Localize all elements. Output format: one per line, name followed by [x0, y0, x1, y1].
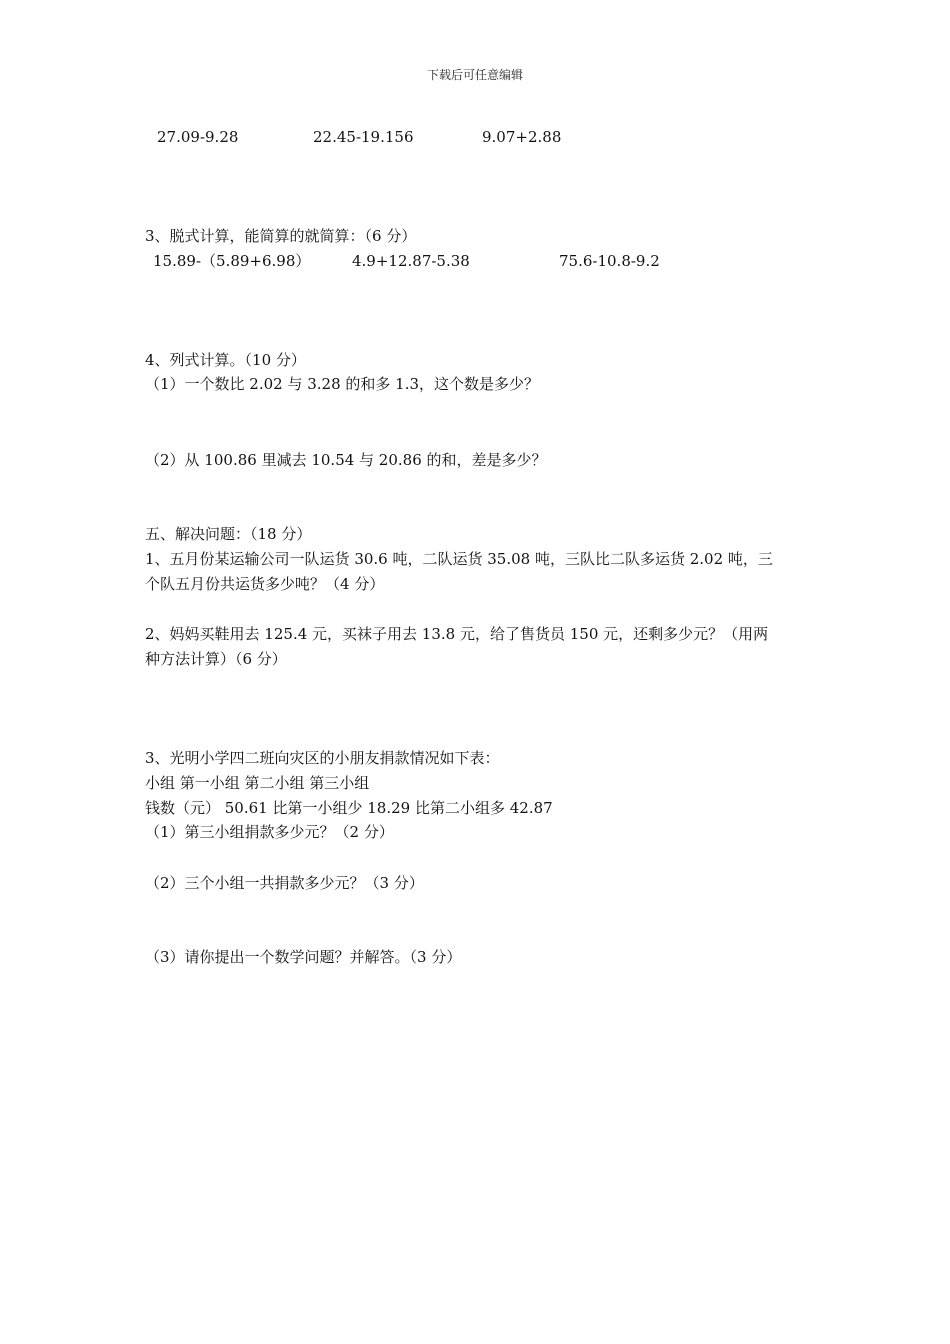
problem-3-sub-1: （1）第三小组捐款多少元？（2 分） — [145, 823, 394, 841]
page-header: 下载后可任意编辑 — [426, 68, 523, 82]
problem-3-title: 3、光明小学四二班向灾区的小朋友捐款情况如下表： — [145, 749, 500, 767]
section-5-title: 五、解决问题：（18 分） — [145, 525, 312, 543]
donation-table-header: 小组 第一小组 第二小组 第三小组 — [145, 774, 370, 792]
problem-1-line-1: 1、五月份某运输公司一队运货 30.6 吨，二队运货 35.08 吨，三队比二队多运货 2.02 吨，三 — [145, 550, 773, 568]
question-4-part-2: （2）从 100.86 里减去 10.54 与 20.86 的和，差是多少？ — [145, 451, 547, 469]
question-3-title: 3、脱式计算，能简算的就简算：（6 分） — [145, 227, 417, 245]
q3-expression-3: 75.6-10.8-9.2 — [559, 252, 660, 270]
problem-2-line-1: 2、妈妈买鞋用去 125.4 元，买袜子用去 13.8 元，给了售货员 150 元，还剩多少元？（用两 — [145, 625, 769, 643]
problem-3-sub-3: （3）请你提出一个数学问题？并解答。（3 分） — [145, 948, 462, 966]
question-4-part-1: （1）一个数比 2.02 与 3.28 的和多 1.3，这个数是多少？ — [145, 375, 540, 393]
q3-expression-1: 15.89-（5.89+6.98） — [153, 252, 311, 270]
expression-2: 22.45-19.156 — [313, 128, 414, 146]
donation-table-values: 钱数（元） 50.61 比第一小组少 18.29 比第二小组多 42.87 — [145, 799, 553, 817]
question-4-title: 4、列式计算。（10 分） — [145, 351, 306, 369]
problem-2-line-2: 种方法计算）（6 分） — [145, 650, 287, 668]
expression-1: 27.09-9.28 — [157, 128, 239, 146]
expression-3: 9.07+2.88 — [482, 128, 562, 146]
problem-3-sub-2: （2）三个小组一共捐款多少元？（3 分） — [145, 874, 424, 892]
problem-1-line-2: 个队五月份共运货多少吨？（4 分） — [145, 575, 385, 593]
q3-expression-2: 4.9+12.87-5.38 — [352, 252, 470, 270]
